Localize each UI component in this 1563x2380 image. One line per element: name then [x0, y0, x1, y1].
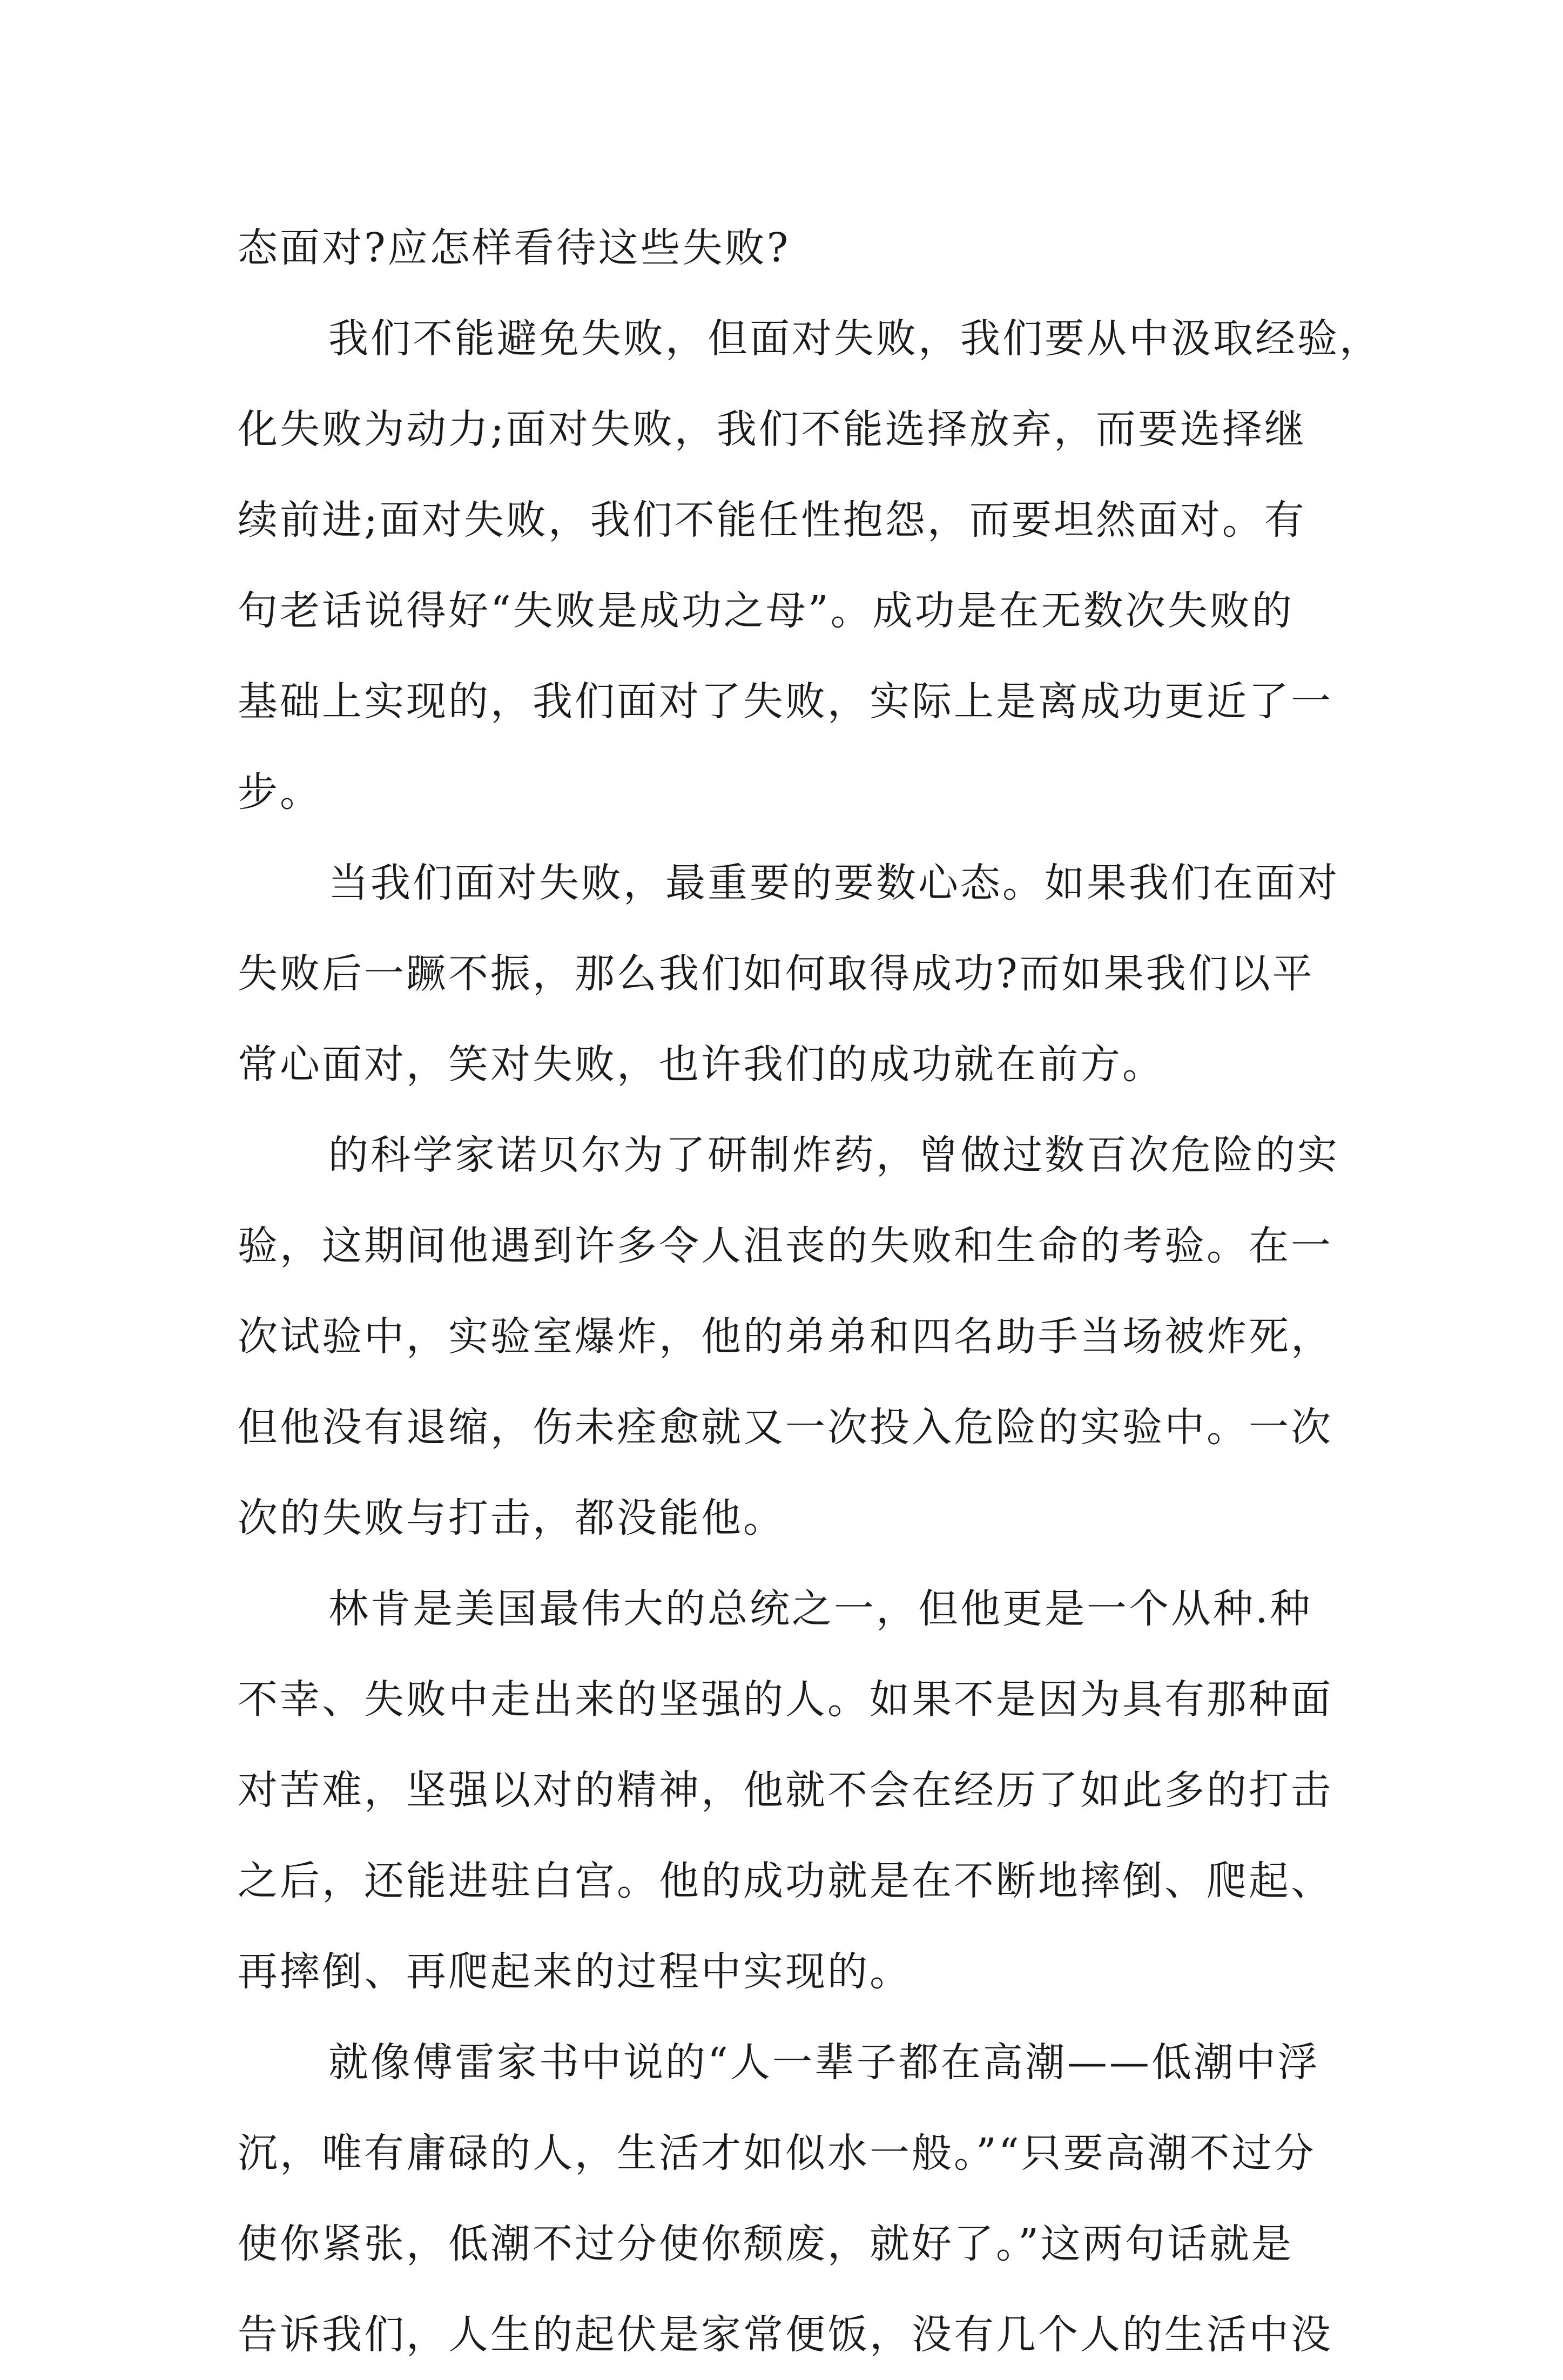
text-line: 失败后一蹶不振，那么我们如何取得成功?而如果我们以平: [238, 950, 1315, 997]
paragraph-first-line: 林肯是美国最伟大的总统之一，但他更是一个从种.种: [328, 1586, 1312, 1632]
paragraph-first-line: 当我们面对失败，最重要的要数心态。如果我们在面对: [328, 860, 1339, 906]
text-line: 使你紧张，低潮不过分使你颓废，就好了。”这两句话就是: [238, 2221, 1293, 2267]
text-line: 不幸、失败中走出来的坚强的人。如果不是因为具有那种面: [238, 1676, 1333, 1723]
text-line: 但他没有退缩，伤未痊愈就又一次投入危险的实验中。一次: [238, 1404, 1333, 1451]
text-line: 沉，唯有庸碌的人，生活才如似水一般。”“只要高潮不过分: [238, 2130, 1316, 2176]
essay-body: [238, 203, 1382, 2380]
text-line: 对苦难，坚强以对的精神，他就不会在经历了如此多的打击: [238, 1767, 1333, 1813]
paragraph-first-line: 我们不能避免失败，但面对失败，我们要从中汲取经验，: [328, 315, 1382, 362]
text-line: 之后，还能进驻白宫。他的成功就是在不断地摔倒、爬起、: [238, 1858, 1333, 1904]
paragraph-first-line: 就像傅雷家书中说的“人一辈子都在高潮——低潮中浮: [328, 2039, 1320, 2086]
text-line: 再摔倒、再爬起来的过程中实现的。: [238, 1949, 912, 1995]
text-line: 次的失败与打击，都没能他。: [238, 1495, 785, 1541]
text-line: 次试验中，实验室爆炸，他的弟弟和四名助手当场被炸死，: [238, 1313, 1333, 1360]
text-line: 化失败为动力;面对失败，我们不能选择放弃，而要选择继: [238, 406, 1306, 453]
text-line: 步。: [238, 769, 322, 815]
text-line: 续前进;面对失败，我们不能任性抱怨，而要坦然面对。有: [238, 497, 1306, 543]
text-line: 告诉我们，人生的起伏是家常便饭，没有几个人的生活中没: [238, 2311, 1333, 2358]
text-line: 基础上实现的，我们面对了失败，实际上是离成功更近了一: [238, 678, 1333, 725]
paragraph-first-line: 的科学家诺贝尔为了研制炸药，曾做过数百次危险的实: [328, 1132, 1339, 1178]
text-line: 句老话说得好“失败是成功之母”。成功是在无数次失败的: [238, 588, 1294, 634]
text-line: 常心面对，笑对失败，也许我们的成功就在前方。: [238, 1041, 1164, 1088]
text-line: 验，这期间他遇到许多令人沮丧的失败和生命的考验。在一: [238, 1223, 1333, 1269]
text-line: 态面对?应怎样看待这些失败?: [238, 225, 791, 271]
